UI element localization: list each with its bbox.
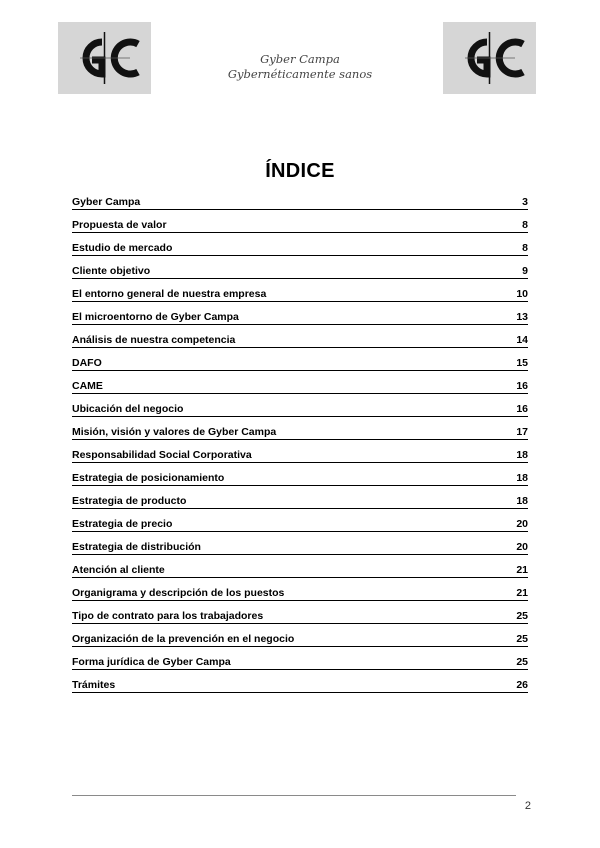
toc-entry[interactable] xyxy=(72,256,528,279)
toc-entry-label[interactable]: Organigrama y descripción de los puestos xyxy=(72,587,285,599)
footer-divider xyxy=(72,795,516,796)
toc-entry-page[interactable]: 26 xyxy=(516,679,528,691)
toc-entry[interactable] xyxy=(72,440,528,463)
company-logo-right xyxy=(443,22,536,94)
toc-entry[interactable] xyxy=(72,187,528,210)
toc-entry-label[interactable]: DAFO xyxy=(72,357,102,369)
toc-entry-page[interactable]: 3 xyxy=(522,196,528,208)
toc-entry-page[interactable]: 9 xyxy=(522,265,528,277)
toc-entry[interactable] xyxy=(72,279,528,302)
toc-entry[interactable] xyxy=(72,325,528,348)
toc-entry[interactable] xyxy=(72,624,528,647)
toc-entry[interactable] xyxy=(72,601,528,624)
toc-entry-page[interactable]: 25 xyxy=(516,656,528,668)
toc-entry-page[interactable]: 8 xyxy=(522,242,528,254)
toc-entry-label[interactable]: Trámites xyxy=(72,679,116,691)
toc-entry-page[interactable]: 17 xyxy=(516,426,528,438)
toc-entry[interactable] xyxy=(72,647,528,670)
table-of-contents xyxy=(72,187,528,693)
toc-entry-page[interactable]: 25 xyxy=(516,610,528,622)
toc-entry-page[interactable]: 14 xyxy=(516,334,528,346)
toc-entry-label[interactable]: Estrategia de producto xyxy=(72,495,187,507)
toc-entry[interactable] xyxy=(72,486,528,509)
toc-entry-label[interactable]: Estrategia de distribución xyxy=(72,541,201,553)
toc-entry-page[interactable]: 20 xyxy=(516,518,528,530)
toc-entry-page[interactable]: 18 xyxy=(516,449,528,461)
gc-logo-icon xyxy=(58,22,151,94)
toc-entry[interactable] xyxy=(72,463,528,486)
header-text xyxy=(150,52,450,82)
toc-entry-label[interactable]: El microentorno de Gyber Campa xyxy=(72,311,239,323)
gc-logo-icon xyxy=(443,22,536,94)
toc-entry-page[interactable]: 21 xyxy=(516,564,528,576)
toc-entry-label[interactable]: Responsabilidad Social Corporativa xyxy=(72,449,252,461)
toc-entry[interactable] xyxy=(72,578,528,601)
toc-entry-label[interactable]: Propuesta de valor xyxy=(72,219,167,231)
toc-entry-label[interactable]: CAME xyxy=(72,380,103,392)
toc-entry[interactable] xyxy=(72,555,528,578)
toc-entry-label[interactable]: Misión, visión y valores de Gyber Campa xyxy=(72,426,277,438)
toc-entry-label[interactable]: El entorno general de nuestra empresa xyxy=(72,288,267,300)
toc-title: ÍNDICE xyxy=(265,160,335,182)
toc-entry-label[interactable]: Estrategia de precio xyxy=(72,518,173,530)
toc-entry-page[interactable]: 21 xyxy=(516,587,528,599)
toc-entry-page[interactable]: 18 xyxy=(516,472,528,484)
toc-entry[interactable] xyxy=(72,394,528,417)
toc-entry[interactable] xyxy=(72,670,528,693)
toc-entry-label[interactable]: Organización de la prevención en el negocio xyxy=(72,633,295,645)
toc-entry-page[interactable]: 15 xyxy=(516,357,528,369)
toc-entry-page[interactable]: 8 xyxy=(522,219,528,231)
toc-entry-page[interactable]: 18 xyxy=(516,495,528,507)
toc-entry-page[interactable]: 16 xyxy=(516,380,528,392)
toc-entry-page[interactable]: 25 xyxy=(516,633,528,645)
toc-entry[interactable] xyxy=(72,532,528,555)
toc-entry-page[interactable]: 13 xyxy=(516,311,528,323)
header-subtitle: Gybernéticamente sanos xyxy=(227,67,373,81)
toc-entry[interactable] xyxy=(72,210,528,233)
toc-entry-label[interactable]: Forma jurídica de Gyber Campa xyxy=(72,656,231,668)
toc-entry-page[interactable]: 10 xyxy=(516,288,528,300)
toc-entry-page[interactable]: 16 xyxy=(516,403,528,415)
toc-entry[interactable] xyxy=(72,233,528,256)
page-number: 2 xyxy=(524,800,531,812)
toc-entry-label[interactable]: Cliente objetivo xyxy=(72,265,151,277)
toc-entry-label[interactable]: Tipo de contrato para los trabajadores xyxy=(72,610,264,622)
toc-entry-label[interactable]: Estudio de mercado xyxy=(72,242,173,254)
toc-entry[interactable] xyxy=(72,302,528,325)
toc-entry-label[interactable]: Atención al cliente xyxy=(72,564,165,576)
toc-entry[interactable] xyxy=(72,509,528,532)
company-logo-left xyxy=(58,22,151,94)
toc-entry[interactable] xyxy=(72,417,528,440)
header-title: Gyber Campa xyxy=(260,52,340,66)
toc-entry-label[interactable]: Análisis de nuestra competencia xyxy=(72,334,236,346)
toc-entry-label[interactable]: Ubicación del negocio xyxy=(72,403,184,415)
toc-entry-label[interactable]: Gyber Campa xyxy=(72,196,141,208)
toc-entry-label[interactable]: Estrategia de posicionamiento xyxy=(72,472,225,484)
toc-entry[interactable] xyxy=(72,348,528,371)
toc-entry[interactable] xyxy=(72,371,528,394)
toc-entry-page[interactable]: 20 xyxy=(516,541,528,553)
